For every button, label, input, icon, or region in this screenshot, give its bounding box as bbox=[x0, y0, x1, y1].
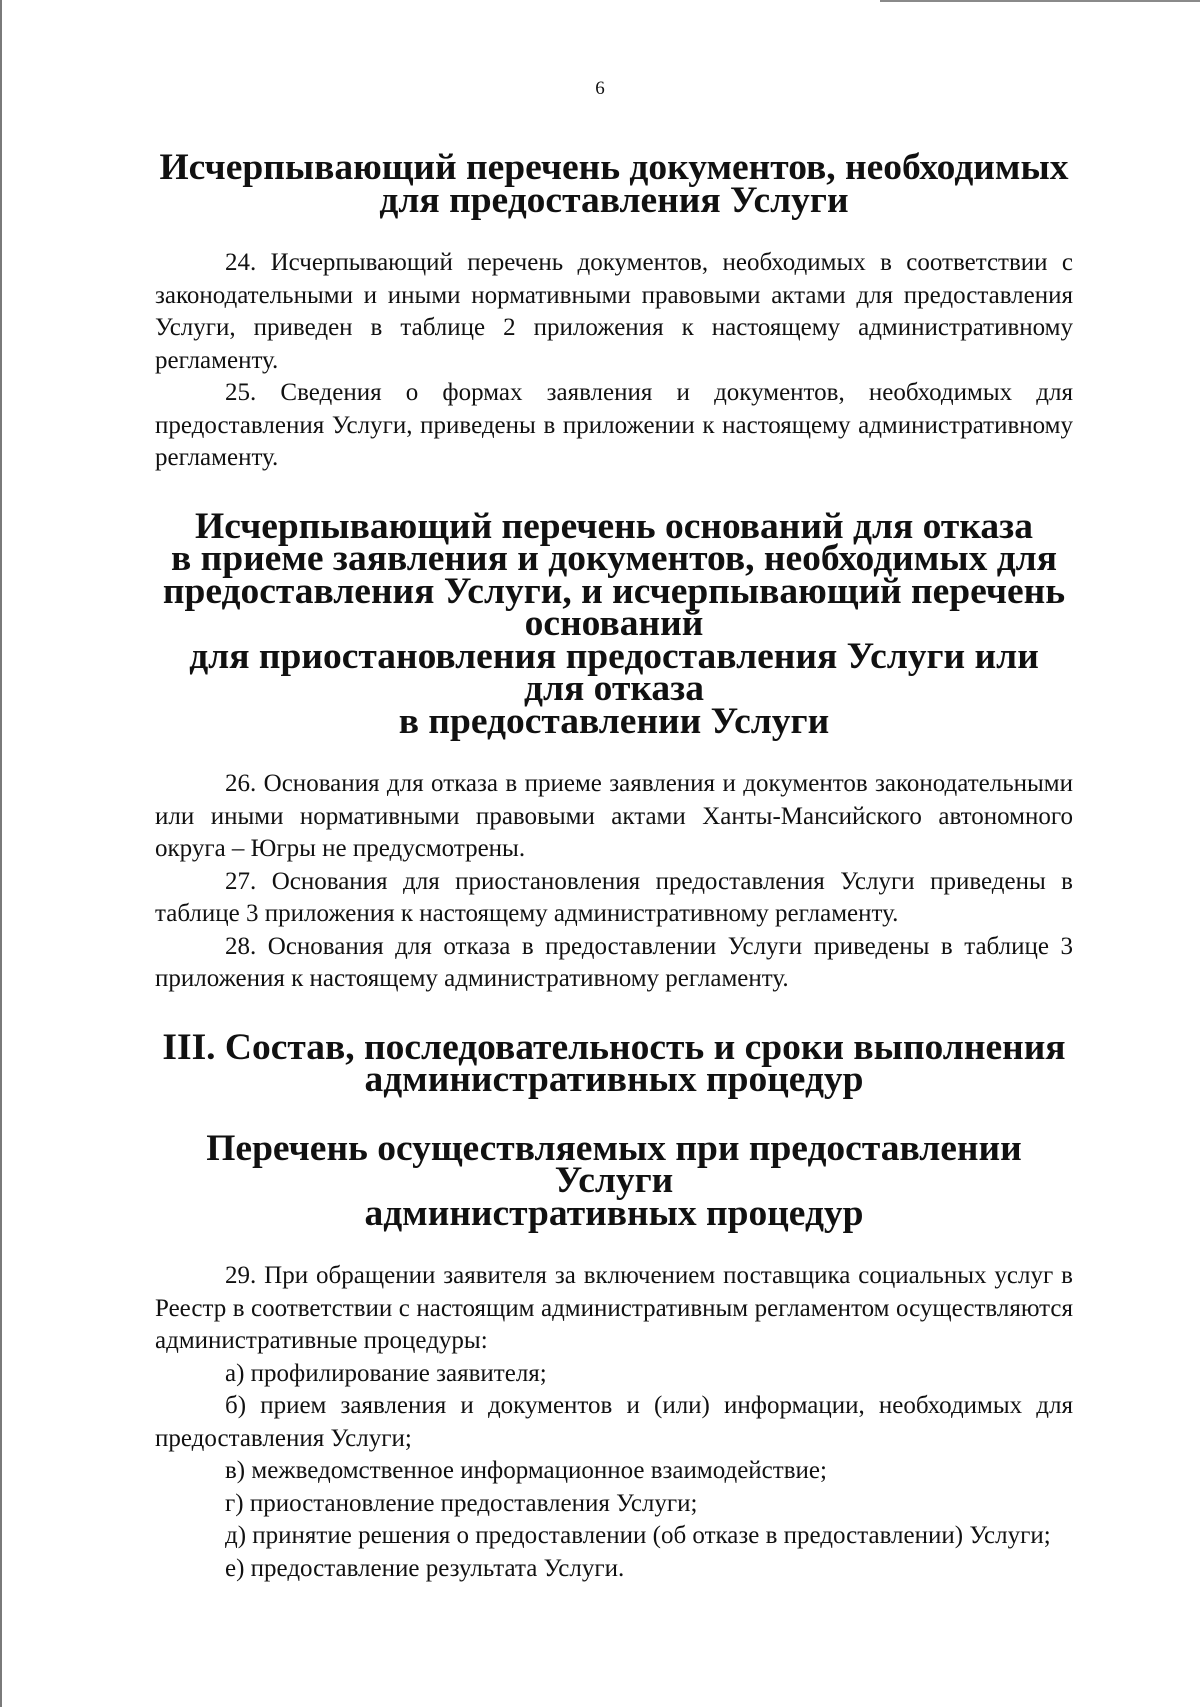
paragraph-26: 26. Основания для отказа в приеме заявления и документов законодательными или иными нормативными правовыми актами Ханты-Мансийского автономного округа – Югры не предусмотрены. bbox=[155, 770, 1073, 862]
section-heading-refusal-grounds bbox=[155, 505, 1073, 742]
heading-line: III. Состав, последовательность и сроки выполнения bbox=[162, 1026, 1066, 1068]
list-item-a: а) профилирование заявителя; bbox=[225, 1359, 547, 1387]
section-heading-procedures-list bbox=[155, 1127, 1073, 1234]
scan-edge-left bbox=[0, 0, 2, 1707]
heading-line: для предоставления Услуги bbox=[379, 179, 849, 221]
paragraph-27: 27. Основания для приостановления предоставления Услуги приведены в таблице 3 приложения к настоящему административному регламенту. bbox=[155, 867, 1073, 927]
document-body bbox=[155, 147, 1073, 1585]
chapter-heading-iii bbox=[155, 1026, 1073, 1100]
paragraph-24: 24. Исчерпывающий перечень документов, необходимых в соответствии с законодательными и иными нормативными правовыми актами для предоставления Услуги, приведен в таблице 2 приложения к настоящему административному регламенту. bbox=[155, 249, 1073, 374]
paragraph-29: 29. При обращении заявителя за включением поставщика социальных услуг в Реестр в соответствии с настоящим административным регламентом осуществляются административные процедуры: bbox=[155, 1262, 1073, 1354]
scan-edge-top bbox=[880, 0, 1200, 2]
heading-line: в предоставлении Услуги bbox=[398, 700, 830, 742]
list-item-v: в) межведомственное информационное взаимодействие; bbox=[225, 1457, 827, 1484]
list-item-b: б) прием заявления и документов и (или) информации, необходимых для предоставления Услуги; bbox=[155, 1392, 1073, 1452]
section-heading-documents-list bbox=[155, 147, 1073, 221]
heading-line: Исчерпывающий перечень документов, необходимых bbox=[159, 147, 1069, 188]
paragraph-25: 25. Сведения о формах заявления и документов, необходимых для предоставления Услуги, приведены в приложении к настоящему административному регламенту. bbox=[155, 379, 1073, 471]
heading-line: в приеме заявления и документов, необходимых для bbox=[170, 538, 1058, 579]
heading-line: административных процедур bbox=[364, 1059, 864, 1100]
page-number: 6 bbox=[595, 78, 605, 99]
list-item-e: е) предоставление результата Услуги. bbox=[225, 1554, 625, 1582]
paragraph-28: 28. Основания для отказа в предоставлении Услуги приведены в таблице 3 приложения к настоящему административному регламенту. bbox=[155, 932, 1073, 992]
heading-line: для приостановления предоставления Услуги или для отказа bbox=[189, 635, 1039, 709]
list-item-g: г) приостановление предоставления Услуги; bbox=[225, 1489, 698, 1517]
list-item-d: д) принятие решения о предоставлении (об отказе в предоставлении) Услуги; bbox=[225, 1522, 1051, 1549]
heading-line: Перечень осуществляемых при предоставлении Услуги bbox=[206, 1127, 1022, 1201]
heading-line: предоставления Услуги, и исчерпывающий перечень оснований bbox=[162, 570, 1066, 644]
heading-line: Исчерпывающий перечень оснований для отказа bbox=[195, 505, 1033, 547]
heading-line: административных процедур bbox=[364, 1192, 864, 1234]
